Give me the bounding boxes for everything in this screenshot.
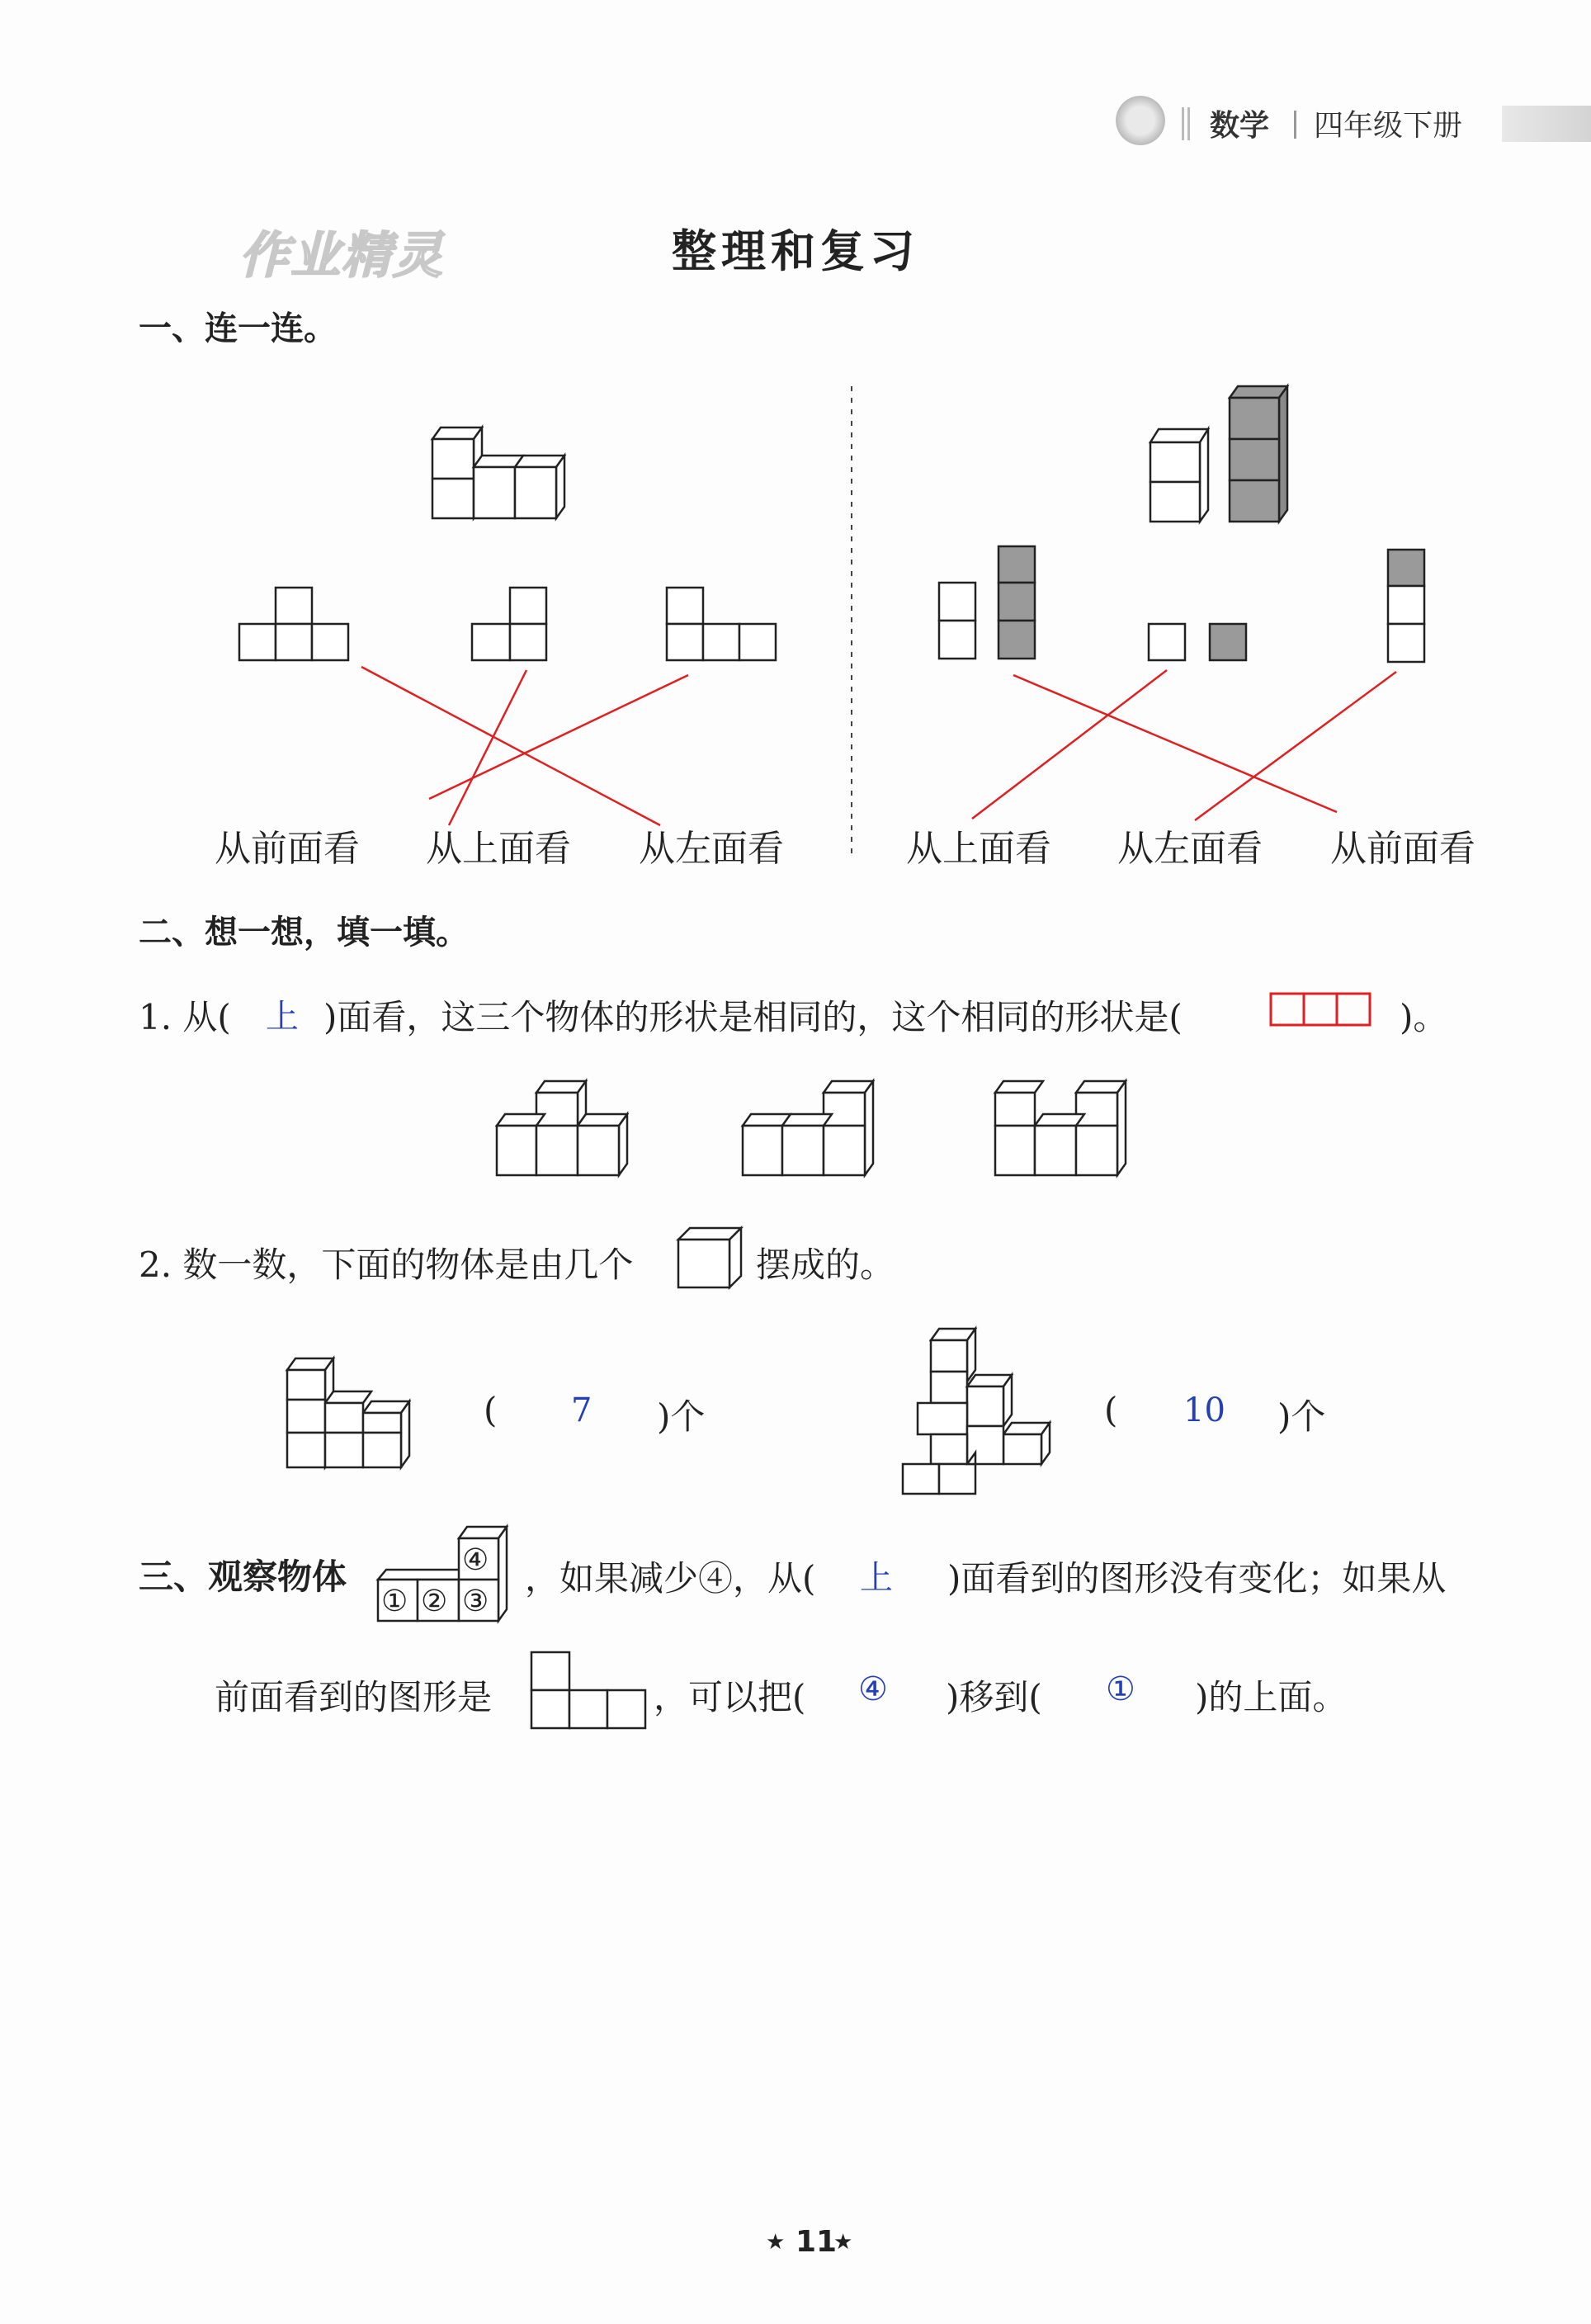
section3-front-view-shape (530, 1651, 650, 1730)
q1-answer-shape (1269, 992, 1375, 1028)
right-label-3: 从前面看 (1330, 828, 1475, 870)
watermark: 作业精灵 (239, 227, 444, 285)
q2-figure-2 (901, 1320, 1066, 1495)
q2-item1-open: ( (484, 1390, 498, 1430)
cube-label-4: ④ (462, 1543, 489, 1577)
page-number-star-right: ★ (833, 2230, 853, 2255)
section3-part5: ，可以把( (654, 1677, 806, 1717)
section3-answer1: 上 (860, 1559, 893, 1597)
section3-answer3: ① (1106, 1670, 1135, 1708)
q1-prefix: 1. 从( (139, 997, 231, 1037)
right-3d-figure (1147, 385, 1296, 525)
header-grade: 四年级下册 (1314, 109, 1463, 143)
left-label-3: 从左面看 (639, 828, 784, 870)
q2-prefix: 2. 数一数，下面的物体是由几个 (139, 1245, 634, 1285)
page-number: 11 (796, 2225, 838, 2259)
section3-label: 三、观察物体 (139, 1556, 347, 1597)
cube-label-2: ② (421, 1585, 448, 1618)
cube-label-1: ① (381, 1585, 408, 1618)
q1-figure-1 (495, 1075, 630, 1177)
q2-item2-answer: 10 (1183, 1391, 1225, 1429)
section2-heading: 二、想一想，填一填。 (139, 914, 469, 952)
q2-figure-1 (286, 1350, 426, 1469)
left-label-2: 从上面看 (426, 828, 571, 870)
page-title: 整理和复习 (672, 225, 919, 277)
right-view-b (1147, 622, 1249, 664)
section3-part7: )的上面。 (1195, 1677, 1348, 1717)
q2-item1-answer: 7 (571, 1391, 592, 1429)
unit-cube-icon (675, 1225, 744, 1291)
q1-figure-2 (741, 1075, 876, 1177)
header-subject: 数学 (1210, 108, 1270, 143)
section3-part4: 前面看到的图形是 (215, 1677, 493, 1717)
right-view-a (937, 545, 1040, 662)
q1-middle: )面看，这三个物体的形状是相同的，这个相同的形状是( (323, 997, 1183, 1037)
right-label-2: 从左面看 (1117, 828, 1263, 870)
section3-answer2: ④ (858, 1670, 888, 1708)
section1-heading: 一、连一连。 (139, 309, 337, 347)
q2-item1-close: )个 (657, 1396, 706, 1437)
q2-suffix: 摆成的。 (756, 1245, 895, 1285)
right-view-c (1386, 548, 1428, 665)
section3-part2: ，如果减少④，从( (525, 1558, 816, 1599)
q1-figure-3 (994, 1075, 1129, 1177)
section3-part6: )移到( (946, 1677, 1042, 1717)
page-number-star-left: ★ (766, 2230, 786, 2255)
cube-label-3: ③ (462, 1585, 489, 1618)
left-label-1: 从前面看 (215, 828, 360, 870)
q1-suffix: )。 (1400, 997, 1448, 1037)
section3-part3: )面看到的图形没有变化；如果从 (947, 1558, 1447, 1599)
q1-answer: 上 (266, 998, 299, 1036)
q2-item2-close: )个 (1277, 1396, 1326, 1437)
right-label-1: 从上面看 (906, 828, 1051, 870)
q2-item2-open: ( (1104, 1390, 1118, 1430)
